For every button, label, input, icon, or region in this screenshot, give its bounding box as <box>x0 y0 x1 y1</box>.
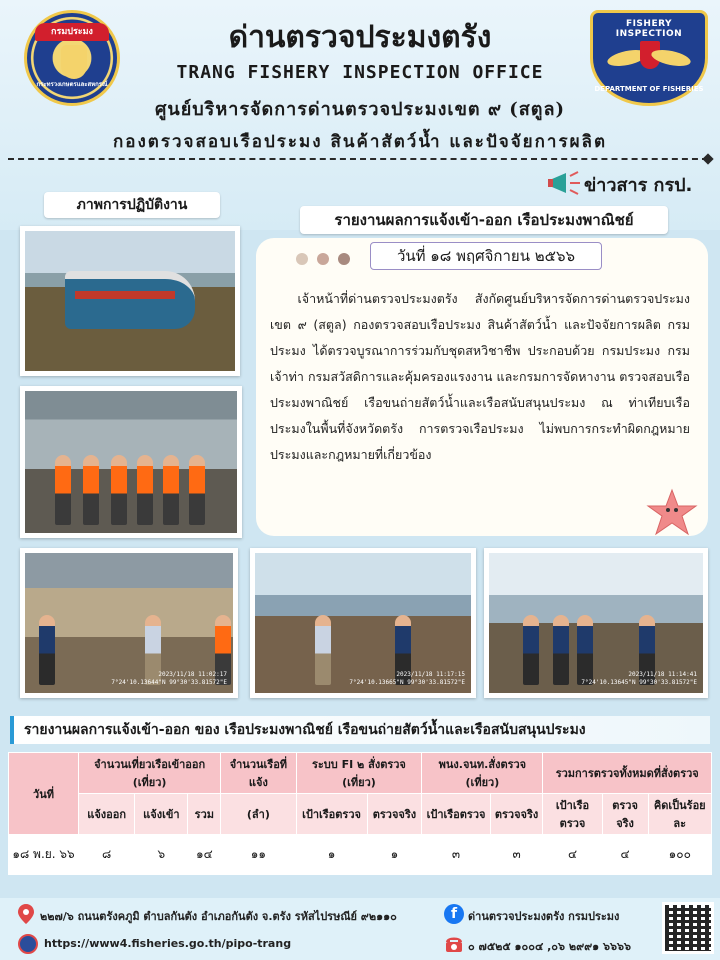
subcol-unit: (ลำ) <box>221 794 296 835</box>
report-table <box>8 752 712 875</box>
col-fi2: ระบบ FI ๒ สั่งตรวจ (เที่ยว) <box>296 753 422 794</box>
cell-out: ๘ <box>79 835 135 875</box>
subcol-fi-target: เป้าเรือตรวจ <box>296 794 367 835</box>
cell-in: ๖ <box>135 835 188 875</box>
location-pin-icon <box>18 904 34 924</box>
col-staff: พนง.จนท.สั่งตรวจ (เที่ยว) <box>422 753 543 794</box>
subtitle-center: ศูนย์บริหารจัดการด่านตรวจประมงเขต ๙ (สตูล) <box>154 99 566 120</box>
cell-date: ๑๘ พ.ย. ๖๖ <box>9 835 79 875</box>
photo-crew-interview <box>250 548 476 698</box>
subcol-fi-actual: ตรวจจริง <box>367 794 422 835</box>
starfish-icon <box>646 488 698 536</box>
subcol-percent: คิดเป็นร้อยละ <box>648 794 711 835</box>
decor-dots <box>296 250 354 269</box>
facebook-icon[interactable]: f <box>444 904 464 924</box>
right-logo-bottom-text: DEPARTMENT OF FISHERIES <box>594 85 704 93</box>
news-badge <box>546 168 706 198</box>
phone-icon <box>444 934 464 954</box>
person-figure <box>315 615 331 685</box>
cell-all-actual: ๔ <box>602 835 648 875</box>
subcol-total: รวม <box>188 794 221 835</box>
photos-section-title: ภาพการปฏิบัติงาน <box>44 192 220 218</box>
cell-all-target: ๔ <box>543 835 602 875</box>
subcol-staff-actual: ตรวจจริง <box>490 794 543 835</box>
report-card <box>256 238 708 536</box>
person-figure <box>39 615 55 685</box>
table-title: รายงานผลการแจ้งเข้า-ออก ของ เรือประมงพาณิชย์ เรือขนถ่ายสัตว์น้ำและเรือสนับสนุนประมง <box>10 716 710 744</box>
photo-fishing-boat <box>20 226 240 376</box>
cell-total: ๑๔ <box>188 835 221 875</box>
decor-dot-icon <box>317 253 329 265</box>
photo-inspection-team <box>20 386 242 538</box>
cell-percent: ๑๐๐ <box>648 835 711 875</box>
footer-facebook[interactable]: ด่านตรวจประมงตรัง กรมประมง <box>468 910 620 923</box>
report-date: วันที่ ๑๘ พฤศจิกายน ๒๕๖๖ <box>370 242 602 270</box>
page-title-english: TRANG FISHERY INSPECTION OFFICE <box>176 62 544 83</box>
person-figure <box>55 455 71 525</box>
left-logo-top-text: กรมประมง <box>35 23 109 41</box>
left-logo-bottom-text: กระทรวงเกษตรและสหกรณ์ <box>36 81 108 88</box>
person-figure <box>189 455 205 525</box>
news-label: ข่าวสาร กรป. <box>584 175 693 196</box>
footer-address: ๒๒๗/๖ ถนนตรังคภูมิ ตำบลกันตัง อำเภอกันตัง จ.ตรัง รหัสไปรษณีย์ ๙๒๑๑๐ <box>40 910 397 923</box>
col-trips: จำนวนเที่ยวเรือเข้าออก (เที่ยว) <box>79 753 221 794</box>
photo-timestamp: 2023/11/18 11:02:17 7°24'10.13644"N 99°30'33.81572"E <box>111 671 227 686</box>
subcol-out: แจ้งออก <box>79 794 135 835</box>
cell-fi-actual: ๑ <box>367 835 422 875</box>
cell-fi-target: ๑ <box>296 835 367 875</box>
photo-timestamp: 2023/11/18 11:17:15 7°24'10.13665"N 99°30'33.81572"E <box>349 671 465 686</box>
header-divider <box>8 158 708 160</box>
col-date: วันที่ <box>9 753 79 835</box>
report-section-title: รายงานผลการแจ้งเข้า-ออก เรือประมงพาณิชย์ <box>300 206 668 234</box>
page-title: ด่านตรวจประมงตรัง <box>228 20 492 55</box>
subtitle-division: กองตรวจสอบเรือประมง สินค้าสัตว์น้ำ และปัจจัยการผลิต <box>112 132 608 152</box>
table-row <box>9 835 712 875</box>
col-all: รวมการตรวจทั้งหมดที่สั่งตรวจ <box>543 753 712 794</box>
subcol-all-target: เป้าเรือตรวจ <box>543 794 602 835</box>
person-figure <box>111 455 127 525</box>
person-figure <box>523 615 539 685</box>
footer-phone: ๐ ๗๕๒๕ ๑๐๐๔ ,๐๖ ๒๙๙๑ ๖๖๖๖ <box>468 940 631 953</box>
boat-shape <box>65 271 195 329</box>
qr-code-icon[interactable] <box>662 902 714 954</box>
report-body: เจ้าหน้าที่ด่านตรวจประมงตรัง สังกัดศูนย์บริหารจัดการด่านตรวจประมง เขต ๙ (สตูล) กองตรวจสอบเรือประมง สินค้าสัตว์น้ำ และปัจจัยการผลิต กรมประมง ได้ตรวจบูรณาการร่วมกับชุดสหวิชาชีพ ประกอบด้วย กรมประมง กรมเจ้าท่า กรมสวัสดิการและคุ้มครองแรงงาน และกรมการจัดหางาน ตรวจสอบเรือประมงพาณิชย์ เรือขนถ่ายสัตว์น้ำและเรือสนับสนุนประมง ณ ท่าเทียบเรือประมงในพื้นที่จังหวัดตรัง การตรวจเรือประมง ไม่พบการกระทำผิดกฎหมายประมงและกฎหมายที่เกี่ยวข้อง <box>270 291 690 462</box>
person-figure <box>163 455 179 525</box>
person-figure <box>553 615 569 685</box>
decor-dot-icon <box>296 253 308 265</box>
right-logo-top-text: FISHERY INSPECTION <box>615 19 683 39</box>
col-boats: จำนวนเรือที่แจ้ง <box>221 753 296 794</box>
photo-pier-briefing <box>484 548 708 698</box>
decor-dot-icon <box>338 253 350 265</box>
subcol-staff-target: เป้าเรือตรวจ <box>422 794 490 835</box>
cell-staff-target: ๓ <box>422 835 490 875</box>
photo-timestamp: 2023/11/18 11:14:41 7°24'10.13645"N 99°30'33.81572"E <box>581 671 697 686</box>
globe-icon <box>18 934 38 954</box>
megaphone-icon <box>546 170 584 196</box>
photo-document-check <box>20 548 238 698</box>
person-figure <box>137 455 153 525</box>
subcol-in: แจ้งเข้า <box>135 794 188 835</box>
subcol-all-actual: ตรวจจริง <box>602 794 648 835</box>
person-figure <box>83 455 99 525</box>
footer-website[interactable]: https://www4.fisheries.go.th/pipo-trang <box>44 937 292 950</box>
cell-boats: ๑๑ <box>221 835 296 875</box>
cell-staff-actual: ๓ <box>490 835 543 875</box>
